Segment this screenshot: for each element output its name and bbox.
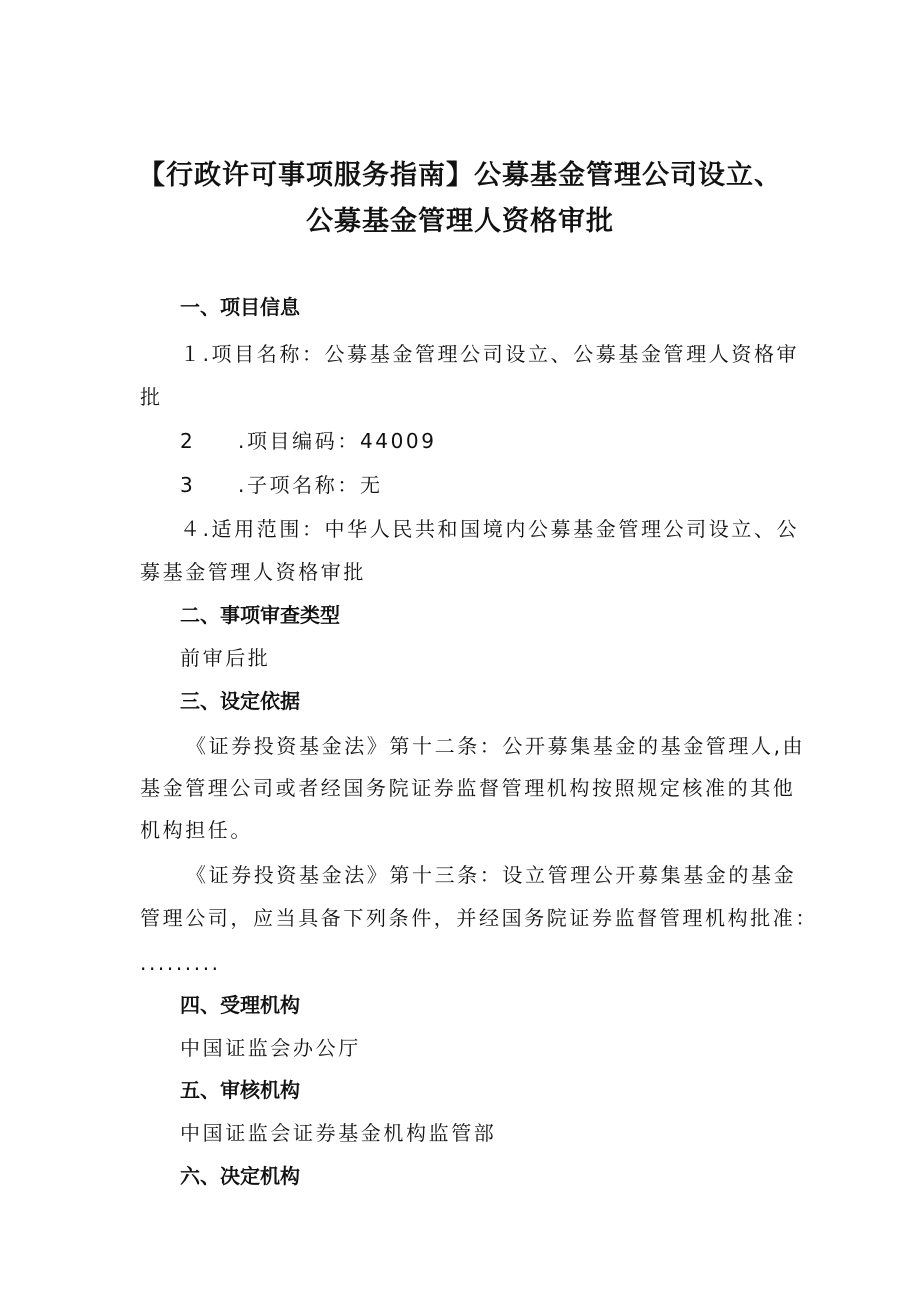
legal-basis-p2-line1: 《证券投资基金法》第十三条：设立管理公开募集基金的基金 [186, 863, 797, 887]
project-name-line1: １.项目名称：公募基金管理公司设立、公募基金管理人资格审 [180, 342, 800, 366]
sub-item-number: 3 [180, 473, 196, 497]
section-heading-legal-basis: 三、设定依据 [180, 689, 300, 713]
legal-basis-p2-line2: 管理公司，应当具备下列条件，并经国务院证券监督管理机构批准： [140, 906, 818, 930]
section-heading-review-type: 二、事项审查类型 [180, 603, 340, 627]
review-type-content: 前审后批 [180, 646, 271, 670]
scope-line2: 募基金管理人资格审批 [140, 560, 366, 584]
project-name-line2: 批 [140, 385, 163, 409]
project-code [180, 426, 437, 456]
project-code-text: .项目编码：44009 [238, 429, 437, 453]
legal-basis-p1-line1: 《证券投资基金法》第十二条：公开募集基金的基金管理人,由 [186, 734, 806, 758]
document-title-line2: 公募基金管理人资格审批 [306, 206, 614, 237]
section-heading-decision-agency: 六、决定机构 [180, 1164, 300, 1188]
review-agency-content: 中国证监会证券基金机构监管部 [180, 1121, 497, 1145]
accepting-agency-content: 中国证监会办公厅 [180, 1036, 361, 1060]
scope-line1: ４.适用范围：中华人民共和国境内公募基金管理公司设立、公 [180, 517, 800, 541]
project-code-number: 2 [180, 429, 196, 453]
legal-basis-p1-line2: 基金管理公司或者经国务院证券监督管理机构按照规定核准的其他 [140, 776, 796, 800]
legal-basis-p2-ellipsis: ......... [140, 951, 221, 975]
section-heading-accepting-agency: 四、受理机构 [180, 993, 300, 1017]
document-title-line1: 【行政许可事项服务指南】公募基金管理公司设立、 [138, 160, 782, 191]
section-heading-review-agency: 五、审核机构 [180, 1078, 300, 1102]
legal-basis-p1-line3: 机构担任。 [140, 818, 253, 842]
sub-item-name [180, 470, 383, 500]
sub-item-text: .子项名称：无 [238, 473, 383, 497]
section-heading-project-info: 一、项目信息 [180, 295, 300, 319]
